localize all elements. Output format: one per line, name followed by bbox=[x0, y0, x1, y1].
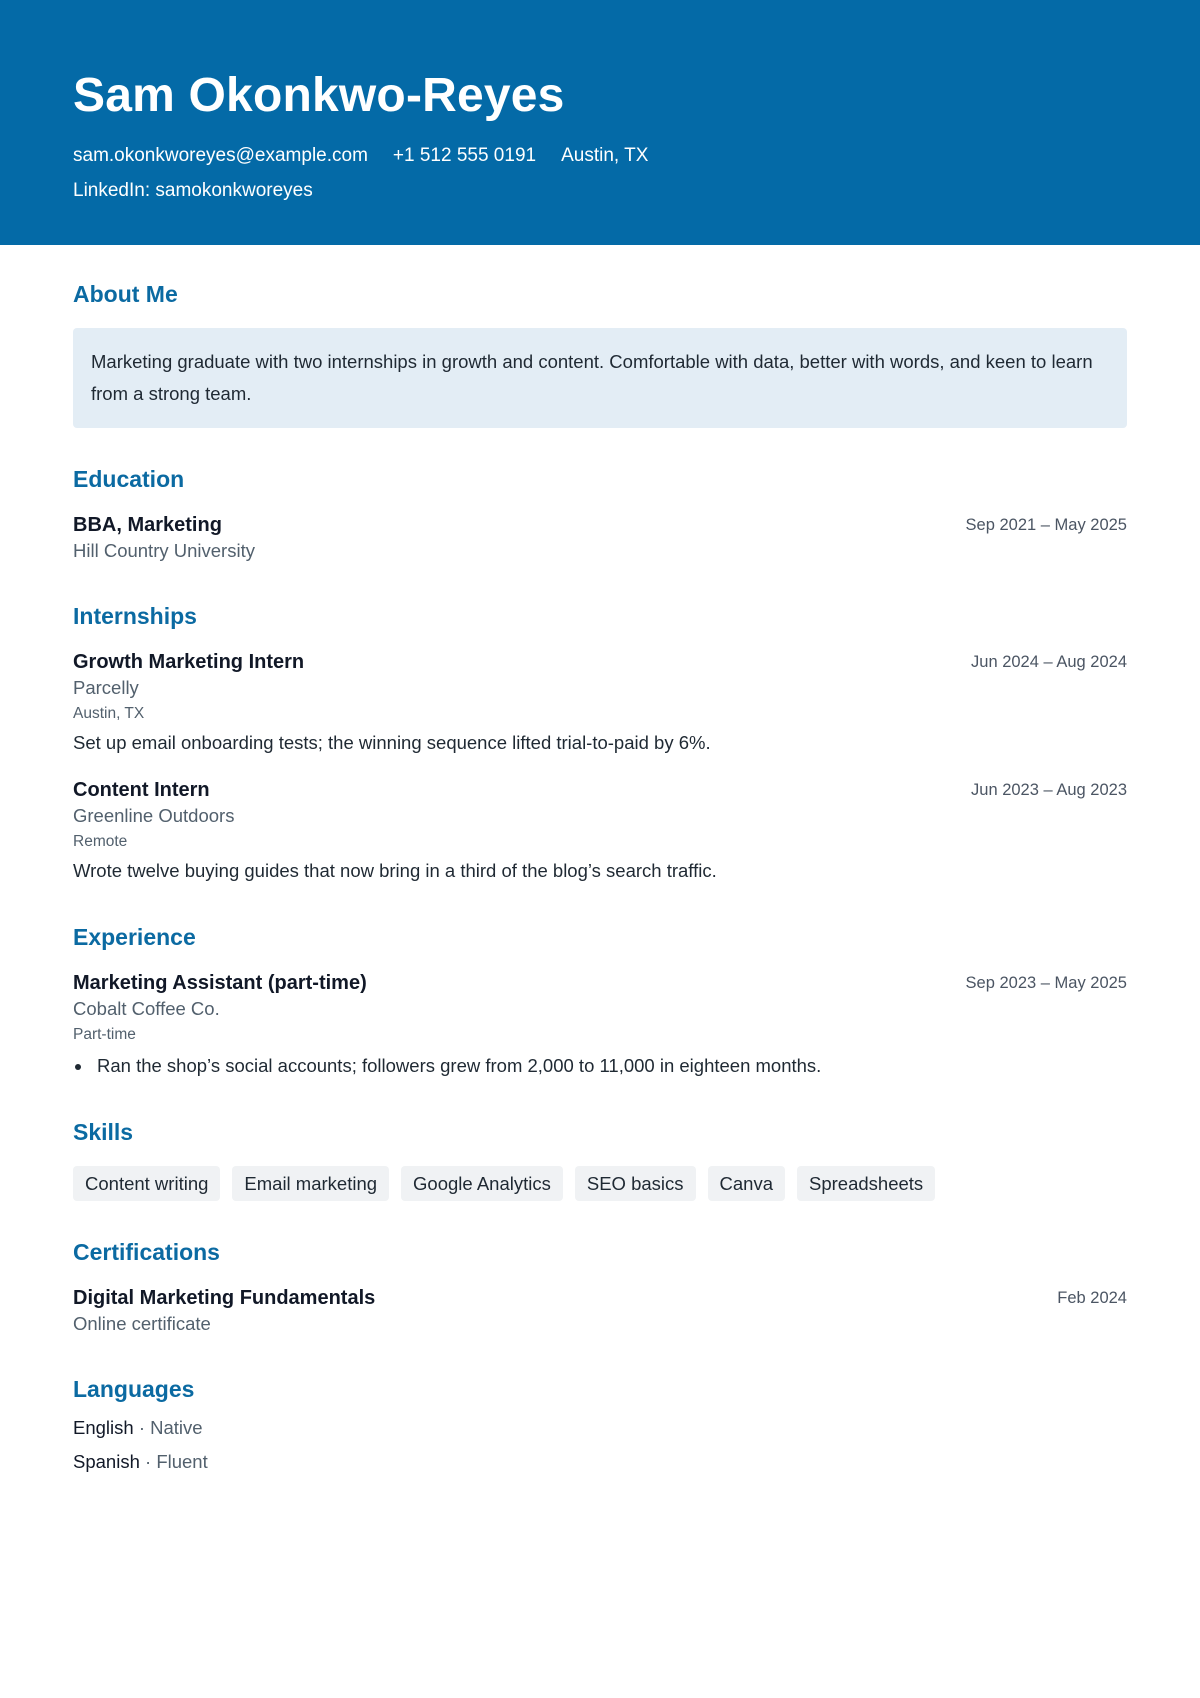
contact-info bbox=[73, 146, 1127, 165]
list-item: Ran the shop’s social accounts; followers grew from 2,000 to 11,000 in eighteen months. bbox=[73, 1051, 1127, 1081]
experience-dates: Sep 2023 – May 2025 bbox=[965, 974, 1127, 992]
internship-role: Growth Marketing Intern bbox=[73, 651, 305, 673]
skill-chip: Content writing bbox=[73, 1166, 220, 1201]
certification-entry bbox=[73, 1286, 1127, 1338]
education-dates: Sep 2021 – May 2025 bbox=[965, 516, 1127, 534]
linkedin-link[interactable]: LinkedIn: samokonkworeyes bbox=[73, 180, 313, 201]
internship-dates: Jun 2023 – Aug 2023 bbox=[971, 781, 1127, 799]
internship-entry bbox=[73, 778, 1127, 886]
phone-number[interactable]: +1 512 555 0191 bbox=[392, 145, 537, 166]
internship-company: Parcelly bbox=[73, 677, 139, 698]
internship-role: Content Intern bbox=[73, 779, 210, 801]
language-item bbox=[73, 1445, 1127, 1479]
internship-description: Wrote twelve buying guides that now bring in a third of the blog’s search traffic. bbox=[73, 860, 717, 881]
location: Austin, TX bbox=[561, 145, 649, 166]
internship-entry bbox=[73, 650, 1127, 758]
email-link[interactable]: sam.okonkworeyes@example.com bbox=[73, 145, 368, 166]
experience-company: Cobalt Coffee Co. bbox=[73, 998, 220, 1019]
certifications-section bbox=[73, 1241, 1127, 1338]
internship-description: Set up email onboarding tests; the winning sequence lifted trial-to-paid by 6%. bbox=[73, 732, 711, 753]
about-summary: Marketing graduate with two internships in growth and content. Comfortable with data, better with words, and keen to learn from a strong team. bbox=[73, 328, 1127, 428]
language-level: Native bbox=[150, 1417, 203, 1438]
separator-dot: · bbox=[133, 1417, 151, 1438]
skill-chip: Google Analytics bbox=[401, 1166, 563, 1201]
resume-header bbox=[0, 0, 1200, 245]
languages-section bbox=[73, 1378, 1127, 1479]
certification-issuer: Online certificate bbox=[73, 1313, 211, 1334]
about-section bbox=[73, 283, 1127, 428]
skill-chip: Email marketing bbox=[232, 1166, 389, 1201]
experience-entry bbox=[73, 971, 1127, 1081]
experience-type: Part-time bbox=[73, 1026, 136, 1043]
internship-location: Remote bbox=[73, 833, 128, 850]
section-title-certifications: Certifications bbox=[73, 1239, 220, 1265]
degree: BBA, Marketing bbox=[73, 514, 222, 536]
internship-dates: Jun 2024 – Aug 2024 bbox=[971, 653, 1127, 671]
school-name: Hill Country University bbox=[73, 540, 255, 561]
section-title-internships: Internships bbox=[73, 603, 197, 629]
skill-chip: Spreadsheets bbox=[797, 1166, 935, 1201]
section-title-languages: Languages bbox=[73, 1376, 195, 1402]
language-name: English bbox=[73, 1417, 134, 1438]
section-title-experience: Experience bbox=[73, 924, 196, 950]
skill-chip: Canva bbox=[708, 1166, 785, 1201]
certification-date: Feb 2024 bbox=[1057, 1289, 1127, 1307]
experience-section bbox=[73, 926, 1127, 1081]
skill-chip: SEO basics bbox=[575, 1166, 696, 1201]
language-item bbox=[73, 1411, 1127, 1445]
language-name: Spanish bbox=[73, 1451, 140, 1472]
section-title-education: Education bbox=[73, 466, 185, 492]
language-level: Fluent bbox=[156, 1451, 208, 1472]
resume-body bbox=[0, 245, 1200, 1479]
education-entry bbox=[73, 513, 1127, 565]
internship-location: Austin, TX bbox=[73, 705, 145, 722]
skill-chips bbox=[73, 1166, 1127, 1201]
internship-company: Greenline Outdoors bbox=[73, 805, 235, 826]
education-section bbox=[73, 468, 1127, 565]
internships-section bbox=[73, 605, 1127, 886]
candidate-name: Sam Okonkwo-Reyes bbox=[73, 69, 565, 122]
experience-bullets bbox=[73, 1051, 1127, 1081]
skills-section bbox=[73, 1121, 1127, 1201]
section-title-skills: Skills bbox=[73, 1119, 134, 1145]
separator-dot: · bbox=[139, 1451, 157, 1472]
section-title-about: About Me bbox=[73, 281, 178, 307]
experience-role: Marketing Assistant (part-time) bbox=[73, 972, 367, 994]
certification-name: Digital Marketing Fundamentals bbox=[73, 1287, 376, 1309]
